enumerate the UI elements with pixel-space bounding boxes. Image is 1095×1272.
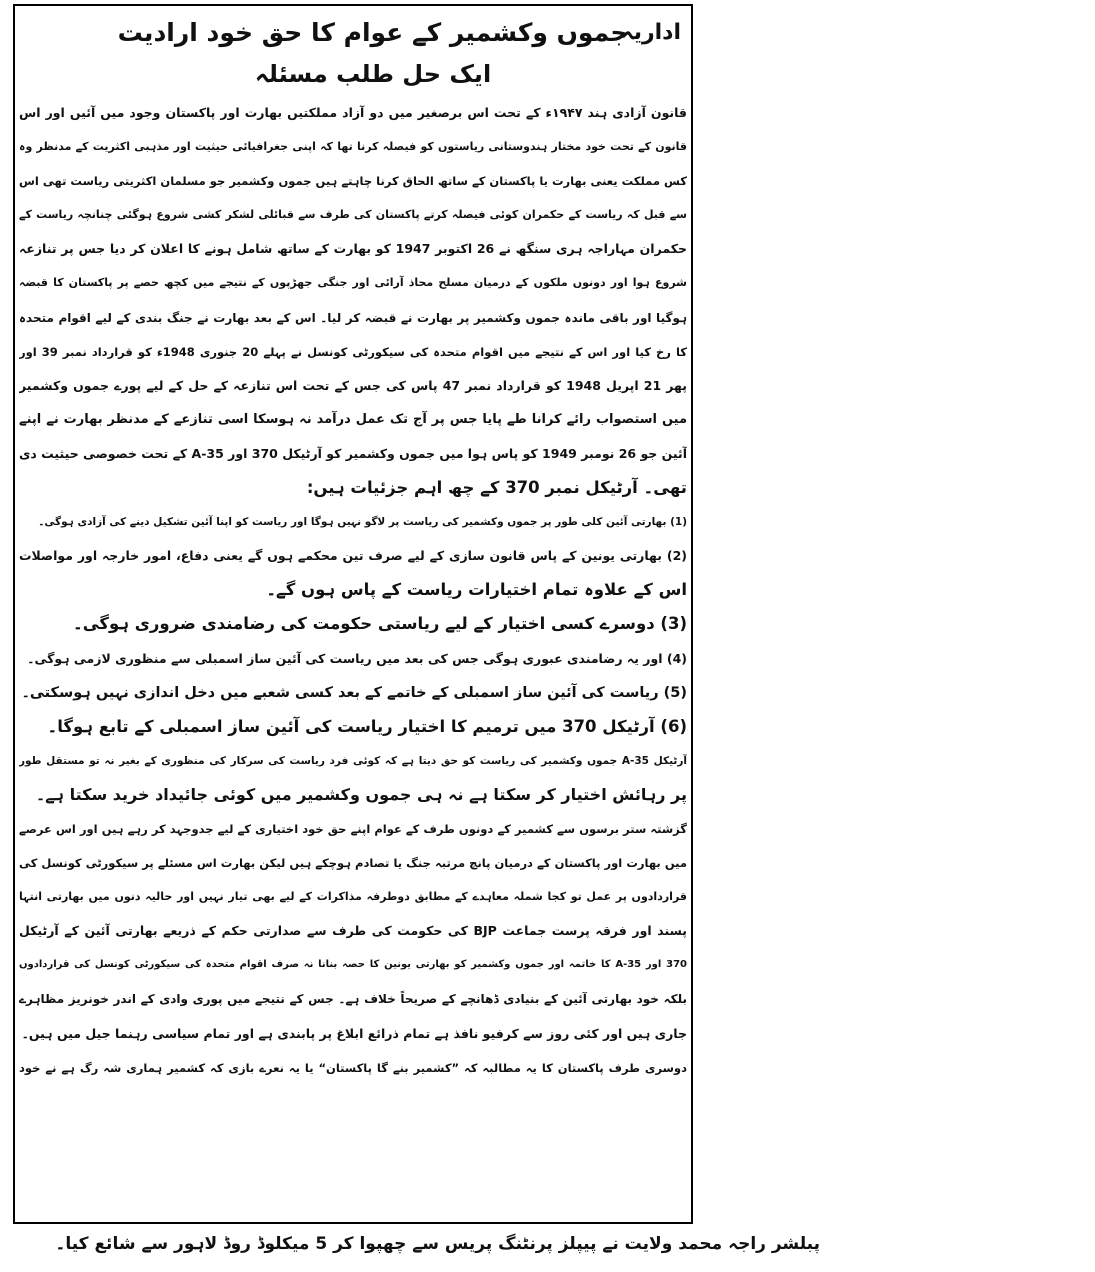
body-line: میں بھارت اور پاکستان کے درمیان پانچ مرتبہ جنگ یا تصادم ہوچکے ہیں لیکن بھارت اس مسئلے پر سیکورٹی کونسل کی — [19, 856, 687, 871]
body-line: گزشتہ ستر برسوں سے کشمیر کے دونوں طرف کے عوام اپنے حق خود اختیاری کے لیے جدوجہد کر رہے ہیں اور اس عرصے — [19, 821, 687, 836]
body-line: (2) بھارتی یونین کے پاس قانون سازی کے لیے صرف تین محکمے ہوں گے یعنی دفاع، امور خارجہ اور مواصلات — [19, 548, 687, 564]
body-line: پر رہائش اختیار کر سکتا ہے نہ ہی جموں وکشمیر میں کوئی جائیداد خرید سکتا ہے۔ — [35, 784, 687, 804]
editorial-box — [13, 4, 693, 1224]
body-line: کس مملکت یعنی بھارت یا پاکستان کے ساتھ الحاق کرنا چاہتے ہیں جموں وکشمیر جو مسلمان اکثریتی ریاست تھی اس — [19, 174, 687, 189]
body-line: بلکہ خود بھارتی آئین کے بنیادی ڈھانچے کے صریحاً خلاف ہے۔ جس کے نتیجے میں پوری وادی کے اندر خونریز مظاہرے — [19, 992, 687, 1007]
body-line: تھی۔ آرٹیکل نمبر 370 کے چھ اہم جزئیات ہیں: — [306, 478, 687, 498]
body-line: اس کے علاوہ تمام اختیارات ریاست کے پاس ہوں گے۔ — [266, 580, 687, 600]
body-line: قراردادوں پر عمل تو کجا شملہ معاہدے کے مطابق دوطرفہ مذاکرات کے لیے بھی تیار نہیں اور حالیہ دنوں میں بھارتی انتہا — [19, 890, 687, 904]
body-line: پسند اور فرقہ پرست جماعت BJP کی حکومت کی طرف سے صدارتی حکم کے ذریعے بھارتی آئین کے آرٹیکل — [19, 923, 687, 939]
body-line: (6) آرٹیکل 370 میں ترمیم کا اختیار ریاست کی آئین ساز اسمبلی کے تابع ہوگا۔ — [47, 716, 687, 736]
body-line: قانون آزادی ہند ۱۹۴۷ء کے تحت اس برصغیر میں دو آزاد مملکتیں بھارت اور پاکستان وجود میں آئیں اور اس — [19, 105, 687, 120]
body-line: 370 اور A-35 کا خاتمہ اور جموں وکشمیر کو بھارتی یونین کا حصہ بنانا نہ صرف اقوام متحدہ کی سیکورٹی کونسل کی قراردادوں — [19, 959, 687, 971]
editorial-body — [19, 96, 687, 1085]
body-line: (4) اور یہ رضامندی عبوری ہوگی جس کی بعد میں ریاست کی آئین ساز اسمبلی سے منظوری لازمی ہوگی۔ — [27, 650, 687, 666]
body-line: کا رخ کیا اور اس کے نتیجے میں اقوام متحدہ کی سیکورٹی کونسل نے پہلے 20 جنوری 1948ء کو قرارداد نمبر 39 اور — [19, 344, 687, 359]
body-line: حکمران مہاراجہ ہری سنگھ نے 26 اکتوبر 1947 کو بھارت کے ساتھ شامل ہونے کا اعلان کر دیا جس پر تنازعہ — [19, 241, 687, 257]
body-line: دوسری طرف پاکستان کا یہ مطالبہ کہ ”کشمیر بنے گا پاکستان“ یا یہ نعرے بازی کہ کشمیر ہماری شہ رگ ہے نے خود — [19, 1060, 687, 1075]
headline: جموں وکشمیر کے عوام کا حق خود ارادیت — [117, 18, 629, 47]
body-line: آئین جو 26 نومبر 1949 کو پاس ہوا میں جموں وکشمیر کو آرٹیکل 370 اور A-35 کے تحت خصوصی حیثیت دی — [19, 445, 687, 461]
section-label: اداریہ — [620, 20, 681, 45]
body-line: میں استصواب رائے کرانا طے پایا جس پر آج تک عمل درآمد نہ ہوسکا اسی تنازعے کے مدنظر بھارت نے اپنے — [19, 411, 687, 427]
body-line: ہوگیا اور باقی ماندہ جموں وکشمیر پر بھارت نے قبضہ کر لیا۔ اس کے بعد بھارت نے جنگ بندی کے لیے اقوام متحدہ — [19, 310, 687, 325]
body-line: آرٹیکل A-35 جموں وکشمیر کی ریاست کو حق دیتا ہے کہ کوئی فرد ریاست کی سرکار کی منظوری کے بغیر نہ تو مستقل طور — [19, 754, 687, 767]
publisher-imprint: پبلشر راجہ محمد ولایت نے پیپلز پرنٹنگ پریس سے چھپوا کر 5 میکلوڈ روڈ لاہور سے شائع کیا۔ — [55, 1234, 820, 1254]
body-line: قانون کے تحت خود مختار ہندوستانی ریاستوں کو فیصلہ کرنا تھا کہ اپنی جغرافیائی حیثیت اور مذہبی اکثریت کے مدنظر وہ — [19, 140, 687, 154]
body-line: شروع ہوا اور دونوں ملکوں کے درمیان مسلح محاذ آرائی اور جنگی جھڑپوں کے نتیجے میں کچھ حصے پر پاکستان کا قبضہ — [19, 276, 687, 290]
body-line: سے قبل کہ ریاست کے حکمران کوئی فیصلہ کرتے پاکستان کی طرف سے قبائلی لشکر کشی شروع ہوگئی چنانچہ ریاست کے — [19, 208, 687, 222]
body-line: (5) ریاست کی آئین ساز اسمبلی کے خاتمے کے بعد کسی شعبے میں دخل اندازی نہیں ہوسکتی۔ — [21, 684, 687, 701]
body-line: پھر 21 اپریل 1948 کو قرارداد نمبر 47 پاس کی جس کے تحت اس تنازعہ کے حل کے لیے پورے جموں وکشمیر — [19, 377, 687, 393]
body-line: (1) بھارتی آئین کلی طور پر جموں وکشمیر کی ریاست پر لاگو نہیں ہوگا اور ریاست کو اپنا آئین تشکیل دینے کی آزادی ہوگی۔ — [38, 516, 687, 529]
body-line: (3) دوسرے کسی اختیار کے لیے ریاستی حکومت کی رضامندی ضروری ہوگی۔ — [73, 614, 687, 634]
body-line: جاری ہیں اور کئی روز سے کرفیو نافذ ہے تمام ذرائع ابلاغ پر پابندی ہے اور تمام سیاسی رہنما جیل میں ہیں۔ — [21, 1025, 687, 1041]
subheadline: ایک حل طلب مسئلہ — [254, 60, 492, 88]
